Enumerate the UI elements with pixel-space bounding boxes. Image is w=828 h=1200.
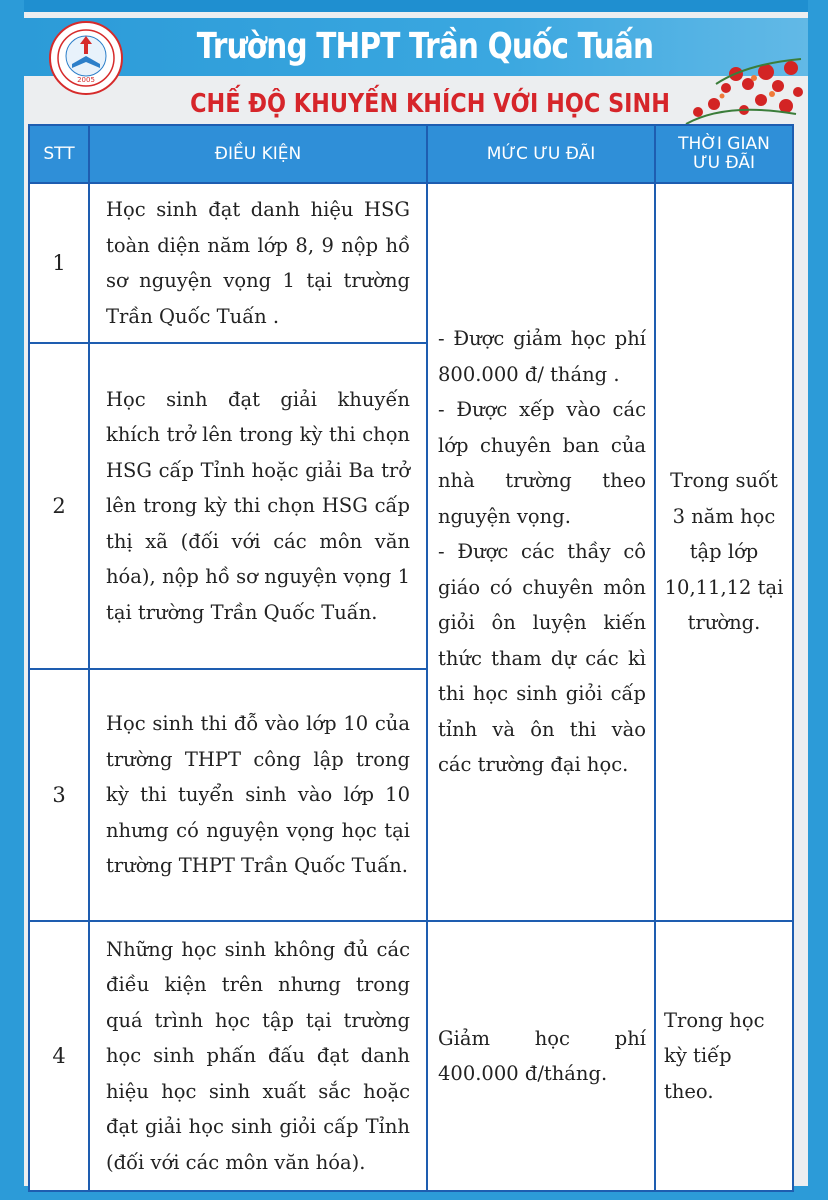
header-time-line2: ƯU ĐÃI [693, 153, 755, 173]
table-header-row [29, 125, 793, 183]
logo-year: 2005 [77, 76, 95, 84]
row-stt: 1 [29, 183, 89, 343]
shared-benefit-cell [427, 183, 655, 921]
table-row [29, 183, 793, 343]
frame-left-border [0, 0, 24, 1200]
row-condition: Học sinh thi đỗ vào lớp 10 của trường THPT công lập trong kỳ thi tuyển sinh vào lớp 10 nhưng có nguyện vọng học tại trường THPT Trần Quốc Tuấn. [89, 669, 427, 921]
header-stt: STT [29, 125, 89, 183]
benefit-item: - Được các thầy cô giáo có chuyên môn giỏi ôn luyện kiến thức tham dự các kì thi học sinh giỏi cấp tỉnh và ôn thi vào các trường đại học. [438, 540, 646, 777]
row-time [655, 921, 793, 1191]
row-stt: 2 [29, 343, 89, 669]
benefit-item: - Được giảm học phí 800.000 đ/ tháng . [438, 327, 646, 386]
frame-top-border [0, 0, 828, 12]
header-condition: ĐIỀU KIỆN [89, 125, 427, 183]
row-condition: Học sinh đạt danh hiệu HSG toàn diện năm lớp 8, 9 nộp hồ sơ nguyện vọng 1 tại trường Trần Quốc Tuấn . [89, 183, 427, 343]
table-row [29, 921, 793, 1191]
benefit-item: - Được xếp vào các lớp chuyên ban của nhà trường theo nguyện vọng. [438, 398, 646, 528]
page-subtitle: CHẾ ĐỘ KHUYẾN KHÍCH VỚI HỌC SINH [190, 89, 670, 119]
header-time-line1: THỜI GIAN [678, 134, 770, 154]
shared-time-cell [655, 183, 793, 921]
time-text: Trong suốt 3 năm học tập lớp 10,11,12 tại trường. [664, 469, 784, 635]
school-logo [48, 20, 124, 96]
row-condition: Những học sinh không đủ các điều kiện trên nhưng trong quá trình học tập tại trường học sinh phấn đấu đạt danh hiệu học sinh xuất sắc hoặc đạt giải học sinh giỏi cấp Tỉnh (đối với các môn văn hóa). [89, 921, 427, 1191]
row-condition: Học sinh đạt giải khuyến khích trở lên trong kỳ thi chọn HSG cấp Tỉnh hoặc giải Ba trở lên trong kỳ thi chọn HSG cấp thị xã (đối với các môn văn hóa), nộp hồ sơ nguyện vọng 1 tại trường Trần Quốc Tuấn. [89, 343, 427, 669]
header-time [655, 125, 793, 183]
incentive-table [28, 124, 794, 1192]
row-stt: 4 [29, 921, 89, 1191]
header-benefit: MỨC ƯU ĐÃI [427, 125, 655, 183]
row-benefit: Giảm học phí 400.000 đ/tháng. [427, 921, 655, 1191]
school-name-title: Trường THPT Trần Quốc Tuấn [196, 26, 654, 67]
row-stt: 3 [29, 669, 89, 921]
frame-right-border [808, 0, 828, 1200]
time-text: Trong học kỳ tiếp theo. [664, 1008, 765, 1103]
